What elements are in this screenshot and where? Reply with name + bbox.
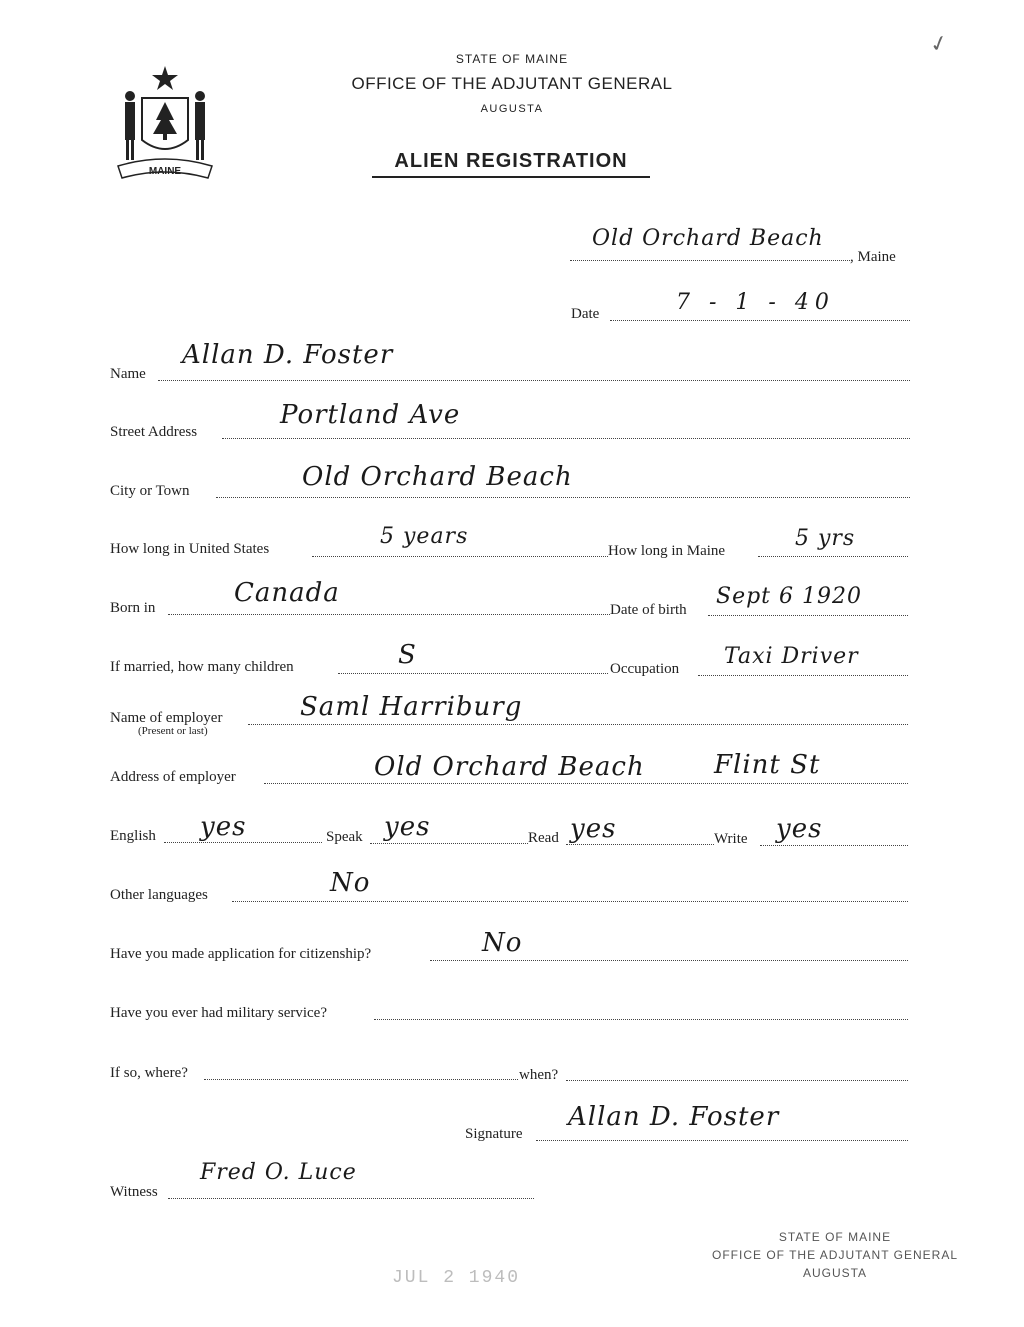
speak-line (370, 843, 528, 844)
speak-label: Speak (326, 829, 363, 845)
header-state: STATE OF MAINE (455, 52, 569, 66)
when-label: when? (519, 1067, 559, 1083)
us-time-value: 5 years (380, 524, 469, 549)
dob-line (708, 615, 908, 616)
other-languages-line (232, 901, 908, 902)
place-value: Old Orchard Beach (592, 226, 824, 251)
form-title: ALIEN REGISTRATION (372, 150, 650, 178)
speak-value: yes (384, 812, 431, 842)
us-time-label: How long in United States (110, 541, 270, 557)
write-line (760, 845, 908, 846)
date-label: Date (571, 306, 600, 322)
children-line (338, 673, 608, 674)
header-city: AUGUSTA (480, 103, 544, 115)
born-value: Canada (234, 578, 340, 608)
name-label: Name (110, 366, 146, 382)
read-value: yes (570, 814, 617, 844)
street-label: Street Address (110, 424, 198, 440)
employer-street-value: Flint St (714, 750, 821, 780)
citizenship-label: Have you made application for citizenship? (110, 946, 372, 962)
signature-value: Allan D. Foster (568, 1102, 780, 1132)
write-label: Write (714, 831, 748, 847)
city-value: Old Orchard Beach (302, 462, 573, 492)
stamp-line-1: STATE OF MAINE (778, 1230, 892, 1244)
employer-note: (Present or last) (138, 725, 208, 737)
stamp-line-2: OFFICE OF THE ADJUTANT GENERAL (711, 1248, 959, 1262)
witness-line (168, 1198, 534, 1199)
employer-address-line (264, 783, 908, 784)
check-mark-icon: ✓ (927, 30, 952, 59)
english-value: yes (200, 812, 247, 842)
occupation-line (698, 675, 908, 676)
employer-line (248, 724, 908, 725)
signature-line (536, 1140, 908, 1141)
signature-label: Signature (465, 1126, 523, 1142)
street-line (222, 438, 910, 439)
place-suffix: , Maine (850, 249, 896, 265)
us-time-line (312, 556, 608, 557)
occupation-label: Occupation (610, 661, 680, 677)
read-line (566, 844, 714, 845)
read-label: Read (528, 830, 559, 846)
city-line (216, 497, 910, 498)
dob-value: Sept 6 1920 (716, 584, 862, 609)
dob-label: Date of birth (610, 602, 687, 618)
received-date-stamp: JUL 2 1940 (392, 1268, 521, 1288)
office-stamp (700, 1228, 970, 1282)
born-label: Born in (110, 600, 156, 616)
maine-time-label: How long in Maine (608, 543, 726, 559)
employer-value: Saml Harriburg (300, 692, 523, 722)
street-value: Portland Ave (280, 400, 461, 430)
write-value: yes (776, 814, 823, 844)
maine-time-value: 5 yrs (795, 526, 856, 551)
other-languages-label: Other languages (110, 887, 208, 903)
name-line (158, 380, 910, 381)
place-line (570, 260, 850, 261)
where-line (204, 1079, 518, 1080)
name-value: Allan D. Foster (182, 340, 394, 370)
stamp-line-3: AUGUSTA (802, 1266, 868, 1280)
occupation-value: Taxi Driver (724, 644, 859, 669)
witness-label: Witness (110, 1184, 158, 1200)
children-label: If married, how many children (110, 659, 294, 675)
born-line (168, 614, 610, 615)
seal-banner-text: MAINE (148, 166, 182, 177)
maine-time-line (758, 556, 908, 557)
date-line (610, 320, 910, 321)
citizenship-line (430, 960, 908, 961)
english-label: English (110, 828, 156, 844)
employer-label: Name of employer (110, 710, 223, 726)
where-label: If so, where? (110, 1065, 188, 1081)
employer-address-value: Old Orchard Beach (374, 752, 645, 782)
children-value: S (398, 640, 417, 670)
other-languages-value: No (330, 868, 371, 898)
military-label: Have you ever had military service? (110, 1005, 327, 1021)
military-line (374, 1019, 908, 1020)
english-line (164, 842, 322, 843)
header-office: OFFICE OF THE ADJUTANT GENERAL (351, 74, 673, 93)
witness-value: Fred O. Luce (200, 1160, 357, 1185)
employer-address-label: Address of employer (110, 769, 236, 785)
city-label: City or Town (110, 483, 190, 499)
date-value: 7 - 1 - 40 (676, 290, 835, 315)
when-line (566, 1080, 908, 1081)
citizenship-value: No (482, 928, 523, 958)
